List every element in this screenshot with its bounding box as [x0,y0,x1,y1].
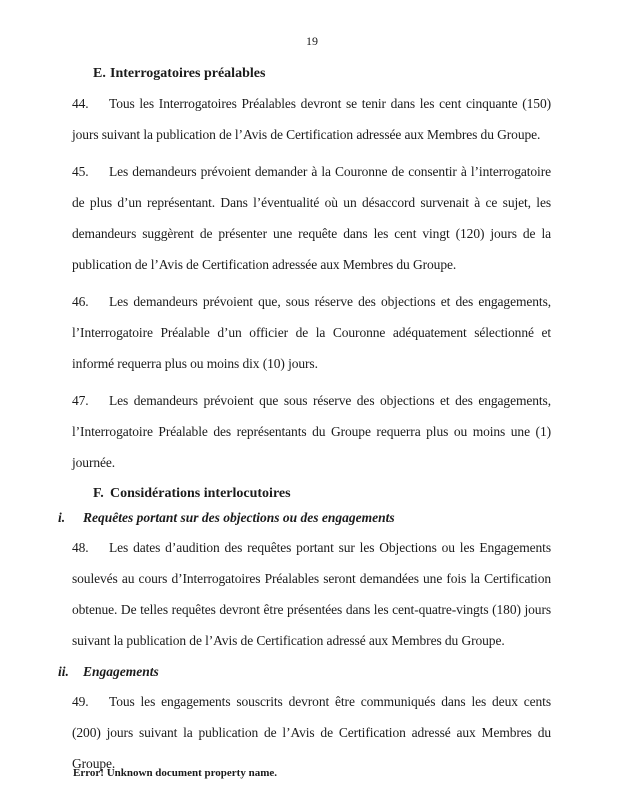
paragraph-text: Les dates d’audition des requêtes portant sur les Objections ou les Engagements soulevés au cours d’Interrogatoires Préalables seront demandées une fois la Certification obtenue. De telles requêtes devront être présentées dans les cent-quatre-vingts (180) jours suivant la publication de l’Avis de Certification adressé aux Membres du Groupe. [72,540,551,648]
paragraph-number: 49. [72,694,89,709]
paragraph-45 [72,156,551,280]
section-heading-e [93,64,551,84]
subsection-label: ii. [58,664,69,679]
footer-error-text: Error! Unknown document property name. [73,767,278,779]
section-heading-text: Interrogatoires préalables [110,66,266,81]
section-heading-label: E. [93,66,106,81]
paragraph-number: 44. [72,96,89,111]
paragraph-number: 48. [72,540,89,555]
section-heading-text: Considérations interlocutoires [110,486,291,501]
paragraph-number: 46. [72,294,89,309]
paragraph-text: Tous les Interrogatoires Préalables devront se tenir dans les cent cinquante (150) jours suivant la publication de l’Avis de Certification adressée aux Membres du Groupe. [72,96,551,142]
paragraph-number: 47. [72,393,89,408]
subsection-heading-i [58,508,551,528]
subsection-label: i. [58,510,66,525]
section-heading-label: F. [93,486,104,501]
paragraph-46 [72,286,551,379]
paragraph-text: Tous les engagements souscrits devront être communiqués dans les deux cents (200) jours suivant la publication de l’Avis de Certification adressé aux Membres du Groupe. [72,694,551,771]
paragraph-number: 45. [72,164,89,179]
paragraph-48 [72,532,551,656]
paragraph-49 [72,686,551,779]
paragraph-text: Les demandeurs prévoient que, sous réserve des objections et des engagements, l’Interrogatoire Préalable d’un officier de la Couronne adéquatement sélectionné et informé requerra plus ou moins dix (10) jours. [72,294,551,371]
subsection-text: Requêtes portant sur des objections ou des engagements [83,510,395,525]
paragraph-44 [72,88,551,150]
paragraph-47 [72,385,551,478]
section-heading-f [93,484,551,504]
page-number: 19 [306,34,318,48]
subsection-text: Engagements [83,664,159,679]
paragraph-text: Les demandeurs prévoient que sous réserve des objections et des engagements, l’Interrogatoire Préalable des représentants du Groupe requerra plus ou moins une (1) journée. [72,393,551,470]
paragraph-text: Les demandeurs prévoient demander à la Couronne de consentir à l’interrogatoire de plus d’un représentant. Dans l’éventualité où un désaccord survenait à ce sujet, les demandeurs suggèrent de présenter une requête dans les cent vingt (120) jours de la publication de l’Avis de Certification adressée aux Membres du Groupe. [72,164,551,272]
subsection-heading-ii [58,662,551,682]
document-content [58,62,551,785]
